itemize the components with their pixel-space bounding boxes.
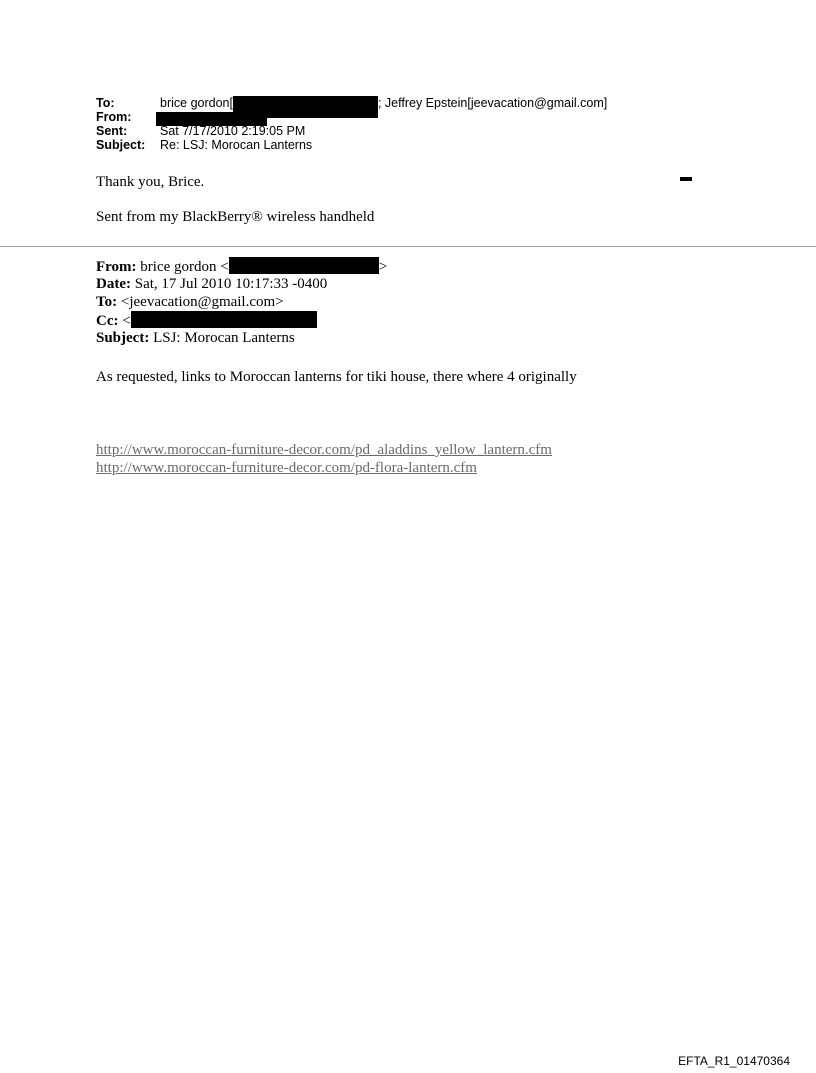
quoted-from-row	[96, 257, 387, 275]
quoted-subject-row	[96, 329, 387, 347]
quoted-header	[96, 257, 387, 347]
quoted-to-value: <jeevacation@gmail.com>	[120, 294, 284, 310]
link-list	[96, 441, 552, 477]
quoted-subject-label: Subject:	[96, 330, 150, 346]
from-label: From:	[96, 110, 132, 124]
quoted-from-value: brice gordon <	[140, 259, 229, 275]
quoted-to-row	[96, 293, 387, 311]
sent-value: Sat 7/17/2010 2:19:05 PM	[160, 124, 306, 138]
redaction-box	[229, 257, 379, 274]
quoted-cc-value: <	[122, 313, 131, 329]
to-recipient-name: brice gordon[	[160, 96, 233, 110]
reply-body: Thank you, Brice.	[96, 174, 205, 190]
quoted-to-label: To:	[96, 294, 118, 310]
quoted-date-row	[96, 275, 387, 293]
sent-label: Sent:	[96, 124, 128, 138]
redaction-box	[131, 311, 317, 328]
subject-value: Re: LSJ: Morocan Lanterns	[160, 138, 313, 152]
divider-line	[0, 246, 816, 247]
document-id: EFTA_R1_01470364	[678, 1054, 790, 1068]
quoted-date-label: Date:	[96, 276, 131, 292]
reply-signature: Sent from my BlackBerry® wireless handheld	[96, 209, 375, 225]
redaction-mark	[680, 177, 692, 181]
quoted-subject-value: LSJ: Morocan Lanterns	[153, 330, 295, 346]
subject-label: Subject:	[96, 138, 146, 152]
quoted-body: As requested, links to Moroccan lanterns for tiki house, there where 4 originally	[96, 369, 577, 385]
to-label: To:	[96, 96, 115, 110]
quoted-cc-row	[96, 311, 387, 329]
quoted-from-close: >	[378, 259, 388, 275]
to-recipients-rest: ; Jeffrey Epstein[jeevacation@gmail.com]	[377, 96, 608, 110]
lantern-link-aladdins[interactable]: http://www.moroccan-furniture-decor.com/pd_aladdins_yellow_lantern.cfm	[96, 442, 552, 458]
quoted-date-value: Sat, 17 Jul 2010 10:17:33 -0400	[134, 276, 328, 292]
lantern-link-flora[interactable]: http://www.moroccan-furniture-decor.com/pd-flora-lantern.cfm	[96, 460, 477, 476]
quoted-from-label: From:	[96, 259, 137, 275]
quoted-cc-label: Cc:	[96, 313, 119, 329]
